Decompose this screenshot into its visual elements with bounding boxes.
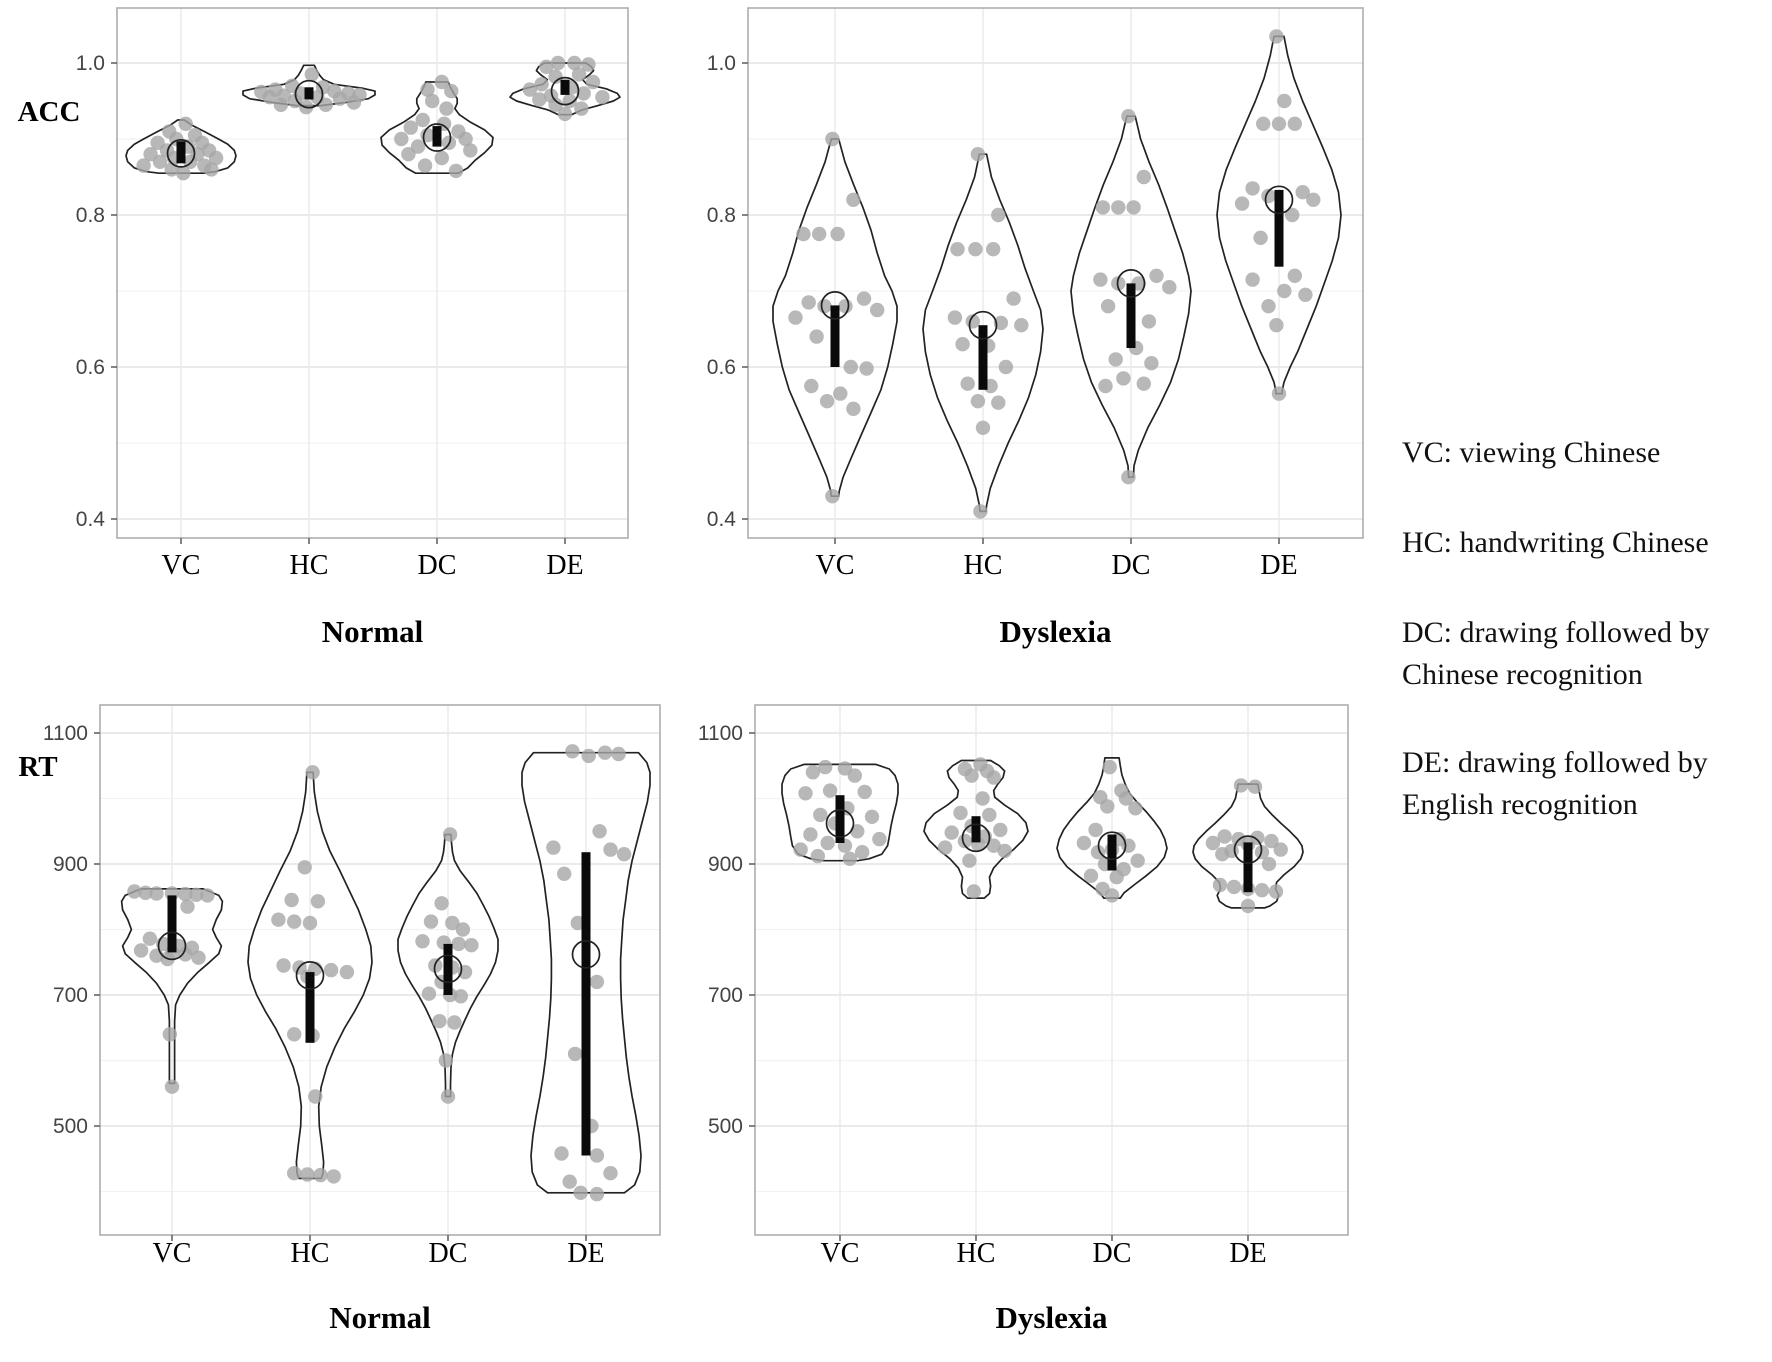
data-point [418, 158, 432, 172]
data-point [572, 67, 586, 81]
data-point [1241, 899, 1255, 913]
data-point [287, 1027, 301, 1041]
data-point [1121, 109, 1135, 123]
range-bar-hc [305, 87, 314, 99]
data-point [848, 768, 862, 782]
category-label-dc: DC [417, 550, 457, 581]
data-point [439, 1053, 453, 1067]
data-point [287, 1166, 301, 1180]
panel-title: Dyslexia [999, 614, 1112, 649]
data-point [595, 90, 609, 104]
data-point [806, 765, 820, 779]
data-point [574, 101, 588, 115]
data-point [998, 844, 1012, 858]
data-point [986, 242, 1000, 256]
data-point [1121, 470, 1135, 484]
data-point [1084, 869, 1098, 883]
data-point [821, 836, 835, 850]
data-point [825, 489, 839, 503]
data-point [1109, 352, 1123, 366]
data-point [1255, 883, 1269, 897]
range-bar-de [561, 80, 570, 95]
data-point [1006, 291, 1020, 305]
legend-item-de [1402, 742, 1770, 826]
data-point [1111, 200, 1125, 214]
data-point [1110, 870, 1124, 884]
data-point [165, 1080, 179, 1094]
data-point [955, 337, 969, 351]
data-point [964, 768, 978, 782]
data-point [967, 884, 981, 898]
data-point [333, 92, 347, 106]
data-point [858, 785, 872, 799]
data-point [136, 158, 150, 172]
category-label-hc: HC [956, 1238, 996, 1269]
data-point [1256, 117, 1270, 131]
y-tick-label: 0.8 [75, 204, 105, 227]
y-tick-label: 1.0 [706, 52, 736, 75]
category-label-vc: VC [815, 550, 855, 581]
data-point [204, 162, 218, 176]
data-point [811, 849, 825, 863]
data-point [813, 808, 827, 822]
data-point [1131, 854, 1145, 868]
condition-legend [1402, 432, 1770, 872]
category-label-de: DE [546, 550, 584, 581]
data-point [1088, 823, 1102, 837]
data-point [394, 132, 408, 146]
legend-line: VC: viewing Chinese [1402, 436, 1661, 469]
data-point [287, 914, 301, 928]
category-label-hc: HC [290, 1238, 330, 1269]
range-bar-dc [1108, 835, 1117, 871]
y-tick-label: 500 [52, 1115, 88, 1138]
data-point [953, 806, 967, 820]
data-point [565, 744, 579, 758]
data-point [324, 963, 338, 977]
data-point [451, 937, 465, 951]
y-tick-label: 0.6 [706, 356, 736, 379]
data-point [850, 824, 864, 838]
x-axis [816, 538, 1298, 581]
data-point [1306, 193, 1320, 207]
data-point [454, 989, 468, 1003]
data-point [1077, 836, 1091, 850]
y-tick-label: 700 [52, 984, 88, 1007]
range-bar-vc [177, 141, 186, 163]
data-point [1014, 318, 1028, 332]
data-point [422, 987, 436, 1001]
data-point [948, 310, 962, 324]
data-point [991, 208, 1005, 222]
data-point [1227, 880, 1241, 894]
data-point [818, 760, 832, 774]
data-point [532, 92, 546, 106]
data-point [1098, 379, 1112, 393]
range-bar-vc [168, 895, 177, 952]
data-point [788, 310, 802, 324]
category-label-dc: DC [1111, 550, 1151, 581]
data-point [554, 1146, 568, 1160]
data-point [817, 299, 831, 313]
y-axis [698, 722, 755, 1138]
data-point [191, 951, 205, 965]
x-axis [153, 1235, 605, 1269]
data-point [424, 914, 438, 928]
y-tick-label: 900 [707, 853, 743, 876]
data-point [993, 823, 1007, 837]
data-point [434, 896, 448, 910]
category-label-vc: VC [152, 1238, 192, 1269]
data-point [415, 934, 429, 948]
y-tick-label: 700 [707, 984, 743, 1007]
data-point [1261, 299, 1275, 313]
data-point [443, 827, 457, 841]
y-axis [76, 52, 117, 531]
y-axis-title: ACC [17, 96, 81, 128]
y-tick-label: 0.8 [706, 204, 736, 227]
data-point [1121, 839, 1135, 853]
y-axis-title: RT [18, 751, 58, 783]
data-point [582, 749, 596, 763]
data-point [586, 75, 600, 89]
data-point [1245, 181, 1259, 195]
data-point [439, 101, 453, 115]
data-point [1137, 377, 1151, 391]
data-point [833, 386, 847, 400]
data-point [1105, 888, 1119, 902]
panel-acc-dyslexia [655, 0, 1370, 656]
y-tick-label: 1100 [697, 722, 743, 745]
data-point [843, 852, 857, 866]
data-point [1288, 117, 1302, 131]
data-point [1144, 356, 1158, 370]
data-point [1234, 778, 1248, 792]
data-point [1248, 780, 1262, 794]
data-point [971, 394, 985, 408]
panel-title: Dyslexia [995, 1300, 1108, 1335]
data-point [991, 396, 1005, 410]
data-point [1269, 318, 1283, 332]
data-point [458, 965, 472, 979]
range-bar-hc [979, 325, 988, 390]
data-point [973, 504, 987, 518]
category-label-vc: VC [161, 550, 201, 581]
data-point [340, 965, 354, 979]
data-point [590, 1187, 604, 1201]
data-point [857, 291, 871, 305]
data-point [1288, 269, 1302, 283]
data-point [1149, 269, 1163, 283]
data-point [464, 938, 478, 952]
data-point [999, 360, 1013, 374]
data-point [859, 361, 873, 375]
data-point [134, 943, 148, 957]
y-tick-label: 1.0 [75, 52, 105, 75]
data-point [327, 1169, 341, 1183]
data-point [846, 402, 860, 416]
data-point [590, 1148, 604, 1162]
data-point [1269, 29, 1283, 43]
data-point [617, 847, 631, 861]
data-point [303, 916, 317, 930]
legend-item-hc [1402, 522, 1770, 564]
legend-item-dc [1402, 612, 1770, 696]
data-point [1096, 200, 1110, 214]
data-point [1213, 878, 1227, 892]
data-point [830, 227, 844, 241]
data-point [425, 94, 439, 108]
data-point [1277, 284, 1291, 298]
data-point [305, 765, 319, 779]
data-point [804, 379, 818, 393]
range-bar-de [582, 852, 591, 1155]
data-point [1103, 760, 1117, 774]
panel-title: Normal [329, 1300, 431, 1335]
data-point [1272, 117, 1286, 131]
category-label-de: DE [1229, 1238, 1267, 1269]
data-point [401, 147, 415, 161]
data-point [298, 860, 312, 874]
violin-group-vc [782, 760, 898, 866]
data-point [311, 894, 325, 908]
data-point [802, 295, 816, 309]
data-point [872, 832, 886, 846]
data-point [456, 922, 470, 936]
legend-line: Chinese recognition [1402, 658, 1643, 691]
data-point [1101, 299, 1115, 313]
data-point [825, 132, 839, 146]
data-point [838, 299, 852, 313]
data-point [149, 886, 163, 900]
legend-line: DC: drawing followed by [1402, 616, 1710, 649]
data-point [982, 808, 996, 822]
y-tick-label: 1100 [42, 722, 88, 745]
category-label-dc: DC [428, 1238, 468, 1269]
data-point [416, 113, 430, 127]
data-point [573, 1186, 587, 1200]
data-point [305, 67, 319, 81]
range-bar-dc [444, 944, 453, 995]
data-point [598, 746, 612, 760]
legend-line: HC: handwriting Chinese [1402, 526, 1709, 559]
data-point [1235, 196, 1249, 210]
data-point [441, 1089, 455, 1103]
y-tick-label: 0.4 [706, 508, 736, 531]
data-point [432, 1014, 446, 1028]
data-point [820, 394, 834, 408]
data-point [945, 825, 959, 839]
y-axis [707, 52, 748, 531]
x-axis [821, 1235, 1267, 1269]
data-point [976, 421, 990, 435]
data-point [1093, 272, 1107, 286]
data-point [1298, 288, 1312, 302]
range-bar-vc [831, 305, 840, 367]
legend-line: DE: drawing followed by [1402, 746, 1708, 779]
data-point [179, 117, 193, 131]
legend-item-vc [1402, 432, 1770, 474]
y-tick-label: 500 [707, 1115, 743, 1138]
data-point [163, 1027, 177, 1041]
data-point [823, 783, 837, 797]
data-point [274, 98, 288, 112]
data-point [347, 95, 361, 109]
data-point [844, 360, 858, 374]
data-point [568, 1047, 582, 1061]
data-point [200, 888, 214, 902]
data-point [447, 1015, 461, 1029]
data-point [812, 227, 826, 241]
panel-rt-normal [0, 660, 670, 1362]
data-point [855, 845, 869, 859]
data-point [546, 840, 560, 854]
range-bar-hc [306, 972, 315, 1043]
data-point [987, 770, 1001, 784]
data-point [793, 842, 807, 856]
category-label-de: DE [1260, 550, 1298, 581]
data-point [968, 242, 982, 256]
category-label-dc: DC [1092, 1238, 1132, 1269]
data-point [1215, 847, 1229, 861]
legend-line: English recognition [1402, 788, 1638, 821]
data-point [590, 975, 604, 989]
data-point [846, 193, 860, 207]
y-tick-label: 900 [52, 853, 88, 876]
data-point [1262, 857, 1276, 871]
data-point [803, 827, 817, 841]
data-point [463, 143, 477, 157]
data-point [276, 958, 290, 972]
category-label-de: DE [567, 1238, 605, 1269]
y-axis [43, 722, 100, 1138]
data-point [1272, 386, 1286, 400]
data-point [1253, 231, 1267, 245]
data-point [404, 120, 418, 134]
data-point [300, 1167, 314, 1181]
data-point [1274, 842, 1288, 856]
data-point [284, 893, 298, 907]
data-point [435, 151, 449, 165]
data-point [444, 84, 458, 98]
data-point [313, 1168, 327, 1182]
data-point [809, 329, 823, 343]
range-bar-dc [1127, 283, 1136, 348]
data-point [143, 932, 157, 946]
x-axis [162, 538, 584, 581]
y-tick-label: 0.6 [75, 356, 105, 379]
data-point [176, 166, 190, 180]
data-point [603, 1166, 617, 1180]
data-point [449, 164, 463, 178]
data-point [180, 899, 194, 913]
panel-rt-dyslexia [680, 660, 1380, 1362]
data-point [603, 842, 617, 856]
data-point [938, 840, 952, 854]
data-point [1126, 200, 1140, 214]
data-point [1269, 884, 1283, 898]
data-point [611, 747, 625, 761]
data-point [1277, 94, 1291, 108]
data-point [558, 107, 572, 121]
data-point [971, 147, 985, 161]
data-point [961, 377, 975, 391]
data-point [1206, 836, 1220, 850]
data-point [1128, 801, 1142, 815]
range-bar-dc [433, 126, 442, 147]
data-point [870, 303, 884, 317]
data-point [1137, 170, 1151, 184]
data-point [975, 791, 989, 805]
data-point [1100, 799, 1114, 813]
data-point [1116, 371, 1130, 385]
data-point [950, 242, 964, 256]
data-point [798, 786, 812, 800]
y-tick-label: 0.4 [75, 508, 105, 531]
data-point [1245, 272, 1259, 286]
data-point [271, 913, 285, 927]
data-point [557, 867, 571, 881]
data-point [962, 854, 976, 868]
category-label-vc: VC [820, 1238, 860, 1269]
category-label-hc: HC [289, 550, 329, 581]
range-bar-de [1275, 190, 1284, 267]
range-bar-de [1244, 842, 1253, 892]
data-point [308, 1089, 322, 1103]
data-point [592, 824, 606, 838]
data-point [865, 810, 879, 824]
data-point [796, 227, 810, 241]
range-bar-hc [972, 816, 981, 842]
category-label-hc: HC [963, 550, 1003, 581]
data-point [1142, 314, 1156, 328]
data-point [1162, 280, 1176, 294]
panel-title: Normal [321, 614, 424, 649]
panel-acc-normal [0, 0, 652, 656]
data-point [563, 1175, 577, 1189]
